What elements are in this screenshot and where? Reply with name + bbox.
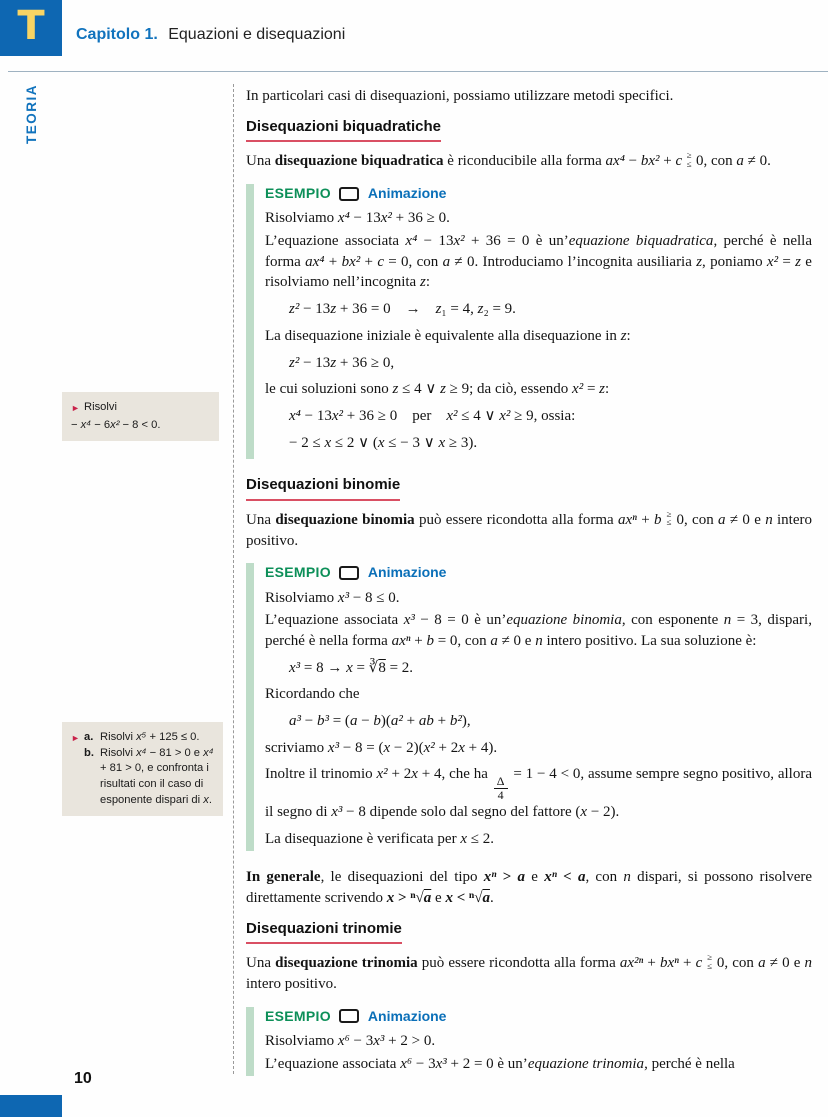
- intro-paragraph: In particolari casi di disequazioni, possiamo utilizzare metodi specifici.: [246, 88, 674, 104]
- general-rule-paragraph: In generale, le disequazioni del tipo xⁿ > a e xⁿ < a, con n dispari, si possono risolvere direttamente scrivendo x > ⁿ√a e x < ⁿ√a.: [246, 869, 812, 907]
- example-formula: x³ = 8 → x = ∛8 = 2.: [289, 659, 414, 676]
- example-formula: z² − 13z + 36 ≥ 0,: [289, 354, 395, 371]
- example-line: Risolviamo x⁶ − 3x³ + 2 > 0.: [265, 1033, 436, 1050]
- example-line: scriviamo x³ − 8 = (x − 2)(x² + 2x + 4).: [265, 739, 498, 756]
- example-header: [265, 1007, 812, 1026]
- margin-note-esercizi: [62, 722, 223, 816]
- publisher-logo: [0, 0, 62, 56]
- example-formula: x⁴ − 13x² + 36 ≥ 0 per x² ≤ 4 ∨ x² ≥ 9, ossia:: [289, 407, 576, 424]
- example-paragraph: Inoltre il trinomio x² + 2x + 4, che ha $\frac{\Delta}{4}$ = 1 − 4 < 0, assume sempre segno positivo, allora il segno di x³ − 8 dipende solo dal segno del fattore (x − 2).: [265, 766, 812, 820]
- section-lead-trinomie: Una disequazione trinomia può essere ricondotta alla forma ax²ⁿ + bxⁿ + c ≥ ≤ 0, con a ≠ 0 e n intero positivo.: [246, 952, 812, 993]
- example-line: Risolviamo x⁴ − 13x² + 36 ≥ 0.: [265, 210, 450, 227]
- animazione-link[interactable]: Animazione: [367, 564, 447, 581]
- header-rule: [8, 71, 828, 72]
- example-line: L’equazione associata x⁶ − 3x³ + 2 = 0 è un’equazione trinomia, perché è nella: [265, 1055, 735, 1072]
- note-title-row: [71, 400, 210, 416]
- example-header: [265, 563, 812, 582]
- example-body: [265, 184, 812, 459]
- section-lead-biquadratiche: Una disequazione biquadratica è riconducibile alla forma ax⁴ − bx² + c ≥ ≤ 0, con a ≠ 0.: [246, 150, 771, 170]
- example-paragraph: L’equazione associata x³ − 8 = 0 è un’equazione binomia, con esponente n = 3, dispari, perché è nella forma axⁿ + b = 0, con a ≠ 0 e n intero positivo. La sua soluzione è:: [265, 612, 812, 650]
- animation-screen-icon[interactable]: [339, 1009, 359, 1023]
- example-block-biquadratica: [246, 184, 812, 459]
- dashed-divider: [233, 84, 234, 1074]
- esempio-label: ESEMPIO: [265, 185, 331, 202]
- chapter-label: Capitolo 1.: [76, 26, 158, 43]
- chapter-header: [76, 26, 345, 44]
- example-line: La disequazione iniziale è equivalente alla disequazione in z:: [265, 327, 631, 344]
- page-number: 10: [74, 1070, 92, 1087]
- example-block-binomia: [246, 563, 812, 851]
- note-item-text: Risolvi x⁵ + 125 ≤ 0.: [100, 731, 200, 743]
- example-block-trinomia: [246, 1007, 812, 1077]
- animazione-link[interactable]: Animazione: [367, 1007, 447, 1024]
- animation-screen-icon[interactable]: [339, 566, 359, 580]
- corner-accent-block: [0, 1095, 62, 1117]
- red-arrow-icon: ►: [71, 733, 80, 743]
- example-formula: − 2 ≤ x ≤ 2 ∨ (x ≤ − 3 ∨ x ≥ 3).: [289, 434, 478, 451]
- example-formula: a³ − b³ = (a − b)(a² + ab + b²),: [289, 713, 471, 730]
- note-item-b: [71, 746, 214, 809]
- section-heading-text: Disequazioni binomie: [246, 475, 400, 501]
- note-item-a: [71, 730, 214, 746]
- example-green-bar: [246, 563, 254, 851]
- example-body: [265, 563, 812, 851]
- example-green-bar: [246, 184, 254, 459]
- esempio-label: ESEMPIO: [265, 564, 331, 581]
- red-arrow-icon: ►: [71, 403, 80, 413]
- margin-note-risolvi: [62, 392, 219, 441]
- example-green-bar: [246, 1007, 254, 1077]
- example-paragraph: L’equazione associata x⁴ − 13x² + 36 = 0 è un’equazione biquadratica, perché è nella forma ax⁴ + bx² + c = 0, con a ≠ 0. Introduciamo l’incognita ausiliaria z, poniamo x² = z e risolviamo nell’incognita z:: [265, 233, 812, 291]
- section-lead-binomie: Una disequazione binomia può essere ricondotta alla forma axⁿ + b ≥ ≤ 0, con a ≠ 0 e n intero positivo.: [246, 508, 812, 549]
- example-header: [265, 184, 812, 203]
- example-line: La disequazione è verificata per x ≤ 2.: [265, 830, 494, 847]
- example-line: Risolviamo x³ − 8 ≤ 0.: [265, 589, 400, 606]
- example-line: Ricordando che: [265, 686, 360, 703]
- section-heading-text: Disequazioni trinomie: [246, 919, 402, 945]
- note-item-text: Risolvi x⁴ − 81 > 0 e x⁴ + 81 > 0, e confronta i risultati con il caso di esponente dispari di x.: [100, 746, 214, 806]
- section-heading-trinomie: [246, 919, 812, 945]
- note-item-label: b.: [84, 746, 94, 759]
- teoria-tab: TEORIA: [24, 84, 39, 145]
- example-line: le cui soluzioni sono z ≤ 4 ∨ z ≥ 9; da ciò, essendo x² = z:: [265, 381, 610, 398]
- main-column: [246, 86, 812, 1092]
- note-item-label: a.: [84, 731, 94, 743]
- chapter-title: Equazioni e disequazioni: [168, 26, 346, 43]
- note-formula: − x⁴ − 6x² − 8 < 0.: [71, 418, 161, 431]
- example-body: [265, 1007, 812, 1077]
- esempio-label: ESEMPIO: [265, 1007, 331, 1024]
- section-heading-text: Disequazioni biquadratiche: [246, 117, 441, 143]
- section-heading-biquadratiche: [246, 117, 812, 143]
- animazione-link[interactable]: Animazione: [367, 185, 447, 202]
- example-formula: z² − 13z + 36 = 0 → z₁ = 4, z₂ = 9.: [289, 301, 516, 318]
- note-title: Risolvi: [84, 401, 117, 413]
- section-heading-binomie: [246, 475, 812, 501]
- logo-letter: T: [17, 3, 45, 49]
- animation-screen-icon[interactable]: [339, 187, 359, 201]
